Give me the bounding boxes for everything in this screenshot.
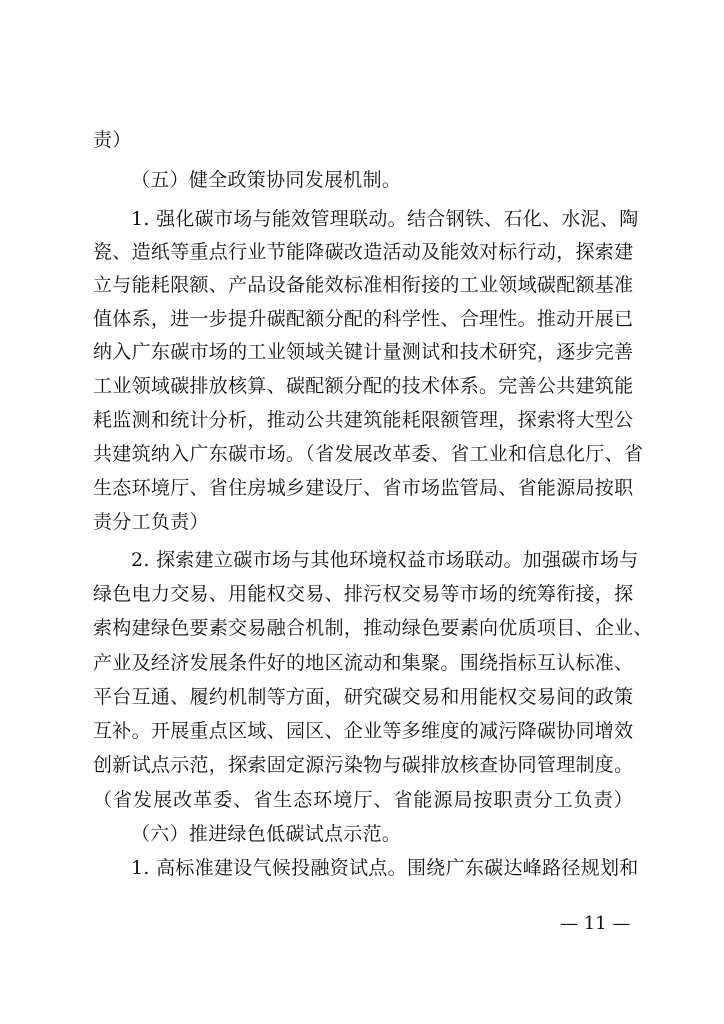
text-line-6: 值体系，进一步提升碳配额分配的科学性、合理性。推动开展已: [93, 308, 634, 330]
text-line-16: 产业及经济发展条件好的地区流动和集聚。围绕指标互认标准、: [93, 652, 634, 674]
text-line-22: 1. 高标准建设气候投融资试点。围绕广东碳达峰路径规划和: [131, 857, 639, 879]
text-line-3: 1. 强化碳市场与能效管理联动。结合钢铁、石化、水泥、陶: [131, 208, 639, 230]
text-line-10: 共建筑纳入广东碳市场。（省发展改革委、省工业和信息化厅、省: [93, 443, 644, 465]
text-line-15: 索构建绿色要素交易融合机制，推动绿色要素向优质项目、企业、: [93, 617, 653, 639]
text-line-13: 2. 探索建立碳市场与其他环境权益市场联动。加强碳市场与: [131, 549, 639, 571]
text-line-17: 平台互通、履约机制等方面，研究碳交易和用能权交易间的政策: [93, 686, 634, 708]
text-line-11: 生态环境厅、省住房城乡建设厅、省市场监管局、省能源局按职: [93, 477, 634, 499]
section-heading-6: （六）推进绿色低碳试点示范。: [131, 823, 402, 845]
text-line-18: 互补。开展重点区域、园区、企业等多维度的减污降碳协同增效: [93, 720, 634, 742]
text-line-20: （省发展改革委、省生态环境厅、省能源局按职责分工负责）: [93, 789, 633, 811]
text-line-5: 立与能耗限额、产品设备能效标准相衔接的工业领域碳配额基准: [93, 274, 634, 296]
page-number: — 11 —: [560, 913, 631, 934]
text-line-14: 绿色电力交易、用能权交易、排污权交易等市场的统筹衔接，探: [93, 583, 634, 605]
text-line-7: 纳入广东碳市场的工业领域关键计量测试和技术研究，逐步完善: [93, 341, 634, 363]
text-line-12: 责分工负责）: [93, 511, 209, 533]
text-line-1: 责）: [93, 129, 132, 151]
text-line-9: 耗监测和统计分析，推动公共建筑能耗限额管理，探索将大型公: [93, 409, 634, 431]
text-line-8: 工业领域碳排放核算、碳配额分配的技术体系。完善公共建筑能: [93, 375, 634, 397]
section-heading-5: （五）健全政策协同发展机制。: [131, 169, 402, 191]
text-line-4: 瓷、造纸等重点行业节能降碳改造活动及能效对标行动，探索建: [93, 241, 634, 263]
text-line-19: 创新试点示范，探索固定源污染物与碳排放核查协同管理制度。: [93, 754, 634, 776]
